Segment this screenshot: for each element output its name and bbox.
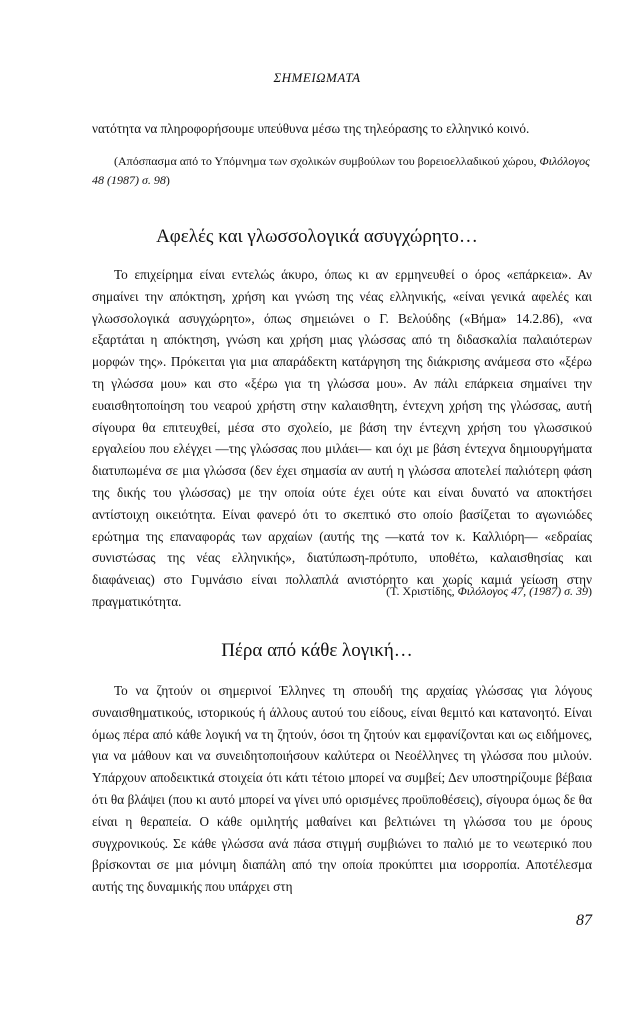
section-heading-1: Αφελές και γλωσσολογικά ασυγχώρητο…	[156, 226, 478, 247]
source-prefix: (Απόσπασμα από το Υπόμνημα των σχολικών συμβούλων του βορειοελλαδικού χώρου,	[114, 154, 540, 168]
citation-author: (Τ. Χριστίδης,	[386, 584, 458, 598]
section-1-citation	[386, 584, 592, 599]
page-number: 87	[576, 912, 592, 929]
source-journal: Φιλόλογος 48 (1987) σ. 98	[92, 154, 590, 187]
section-1-paragraph: Το επιχείρημα είναι εντελώς άκυρο, όπως κι αν ερμηνευθεί ο όρος «επάρκεια». Αν σημαίνει την απόκτηση, χρήση και γνώση της νέας ελληνικής, «είναι γενικά αφελές και γλωσσολογικά ασυγχώρητο», όπως σημειώνει ο Γ. Βελούδης («Βήμα» 14.2.86), «να εξαρτάται η απόκτηση, γνώση και χρήση μιας γλώσσας από τη διδασκαλία παλαιότερων μορφών της». Πρόκειται για μια απαράδεκτη κατάργηση της διάκρισης ανάμεσα στο «ξέρω τη γλώσσα μου» και στο «ξέρω για τη γλώσσα μου». Αν πάλι επάρκεια σημαίνει την ευαισθητοποίηση του νεαρού χρήστη στην καλαισθητη, έντεχνη χρήση της γλώσσας, αυτή σίγουρα θα επιτευχθεί, μέσα στο σχολείο, με βάση την έντεχνη χρήση του γλωσσικού εργαλείου που ελέγχει —της γλώσσας που μιλάει— και όχι με βάση έντεχνα δημιουργήματα διατυπωμένα σε μια γλώσσα (δεν έχει σημασία αν αυτή η γλώσσα αποτελεί παλιότερη φάση της δικής του γλώσσας) με την οποία ούτε έχει ούτε και είναι δυνατό να αποκτήσει αντίστοιχη οικειότητα. Είναι φανερό ότι το σκεπτικό στο οποίο βασίζεται το αγωνιώδες ερώτημα της επαναφοράς των αρχαίων (αυτής της —κατά τον κ. Καλλιόρη— «εδραίας συνιστώσας της νέας ελληνικής», διατύπωση-πρότυπο, υποθέτω, καλαισθησίας και διαφάνειας) στο Γυμνάσιο είναι πολλαπλά ανιστόρητο και χωρίς καμιά γείωση στην πραγματικότητα.	[92, 267, 592, 609]
running-title: ΣΗΜΕΙΩΜΑΤΑ	[273, 70, 361, 85]
source-note	[92, 152, 592, 190]
citation-journal: Φιλόλογος 47, (1987) σ. 39	[457, 584, 588, 598]
section-2-paragraph: Το να ζητούν οι σημερινοί Έλληνες τη σπουδή της αρχαίας γλώσσας για λόγους συναισθηματικούς, ιστορικούς ή άλλους αυτού του είδους, είναι θεμιτό και κατανοητό. Είναι όμως πέρα από κάθε λογική να τη ζητούν, όσοι τη ζητούν και εμφανίζονται και ως ειδήμονες, για να μάθουν και να συνειδητοποιήσουν καλύτερα οι Νεοέλληνες τη γλώσσα που μιλούν. Υπάρχουν αποδεικτικά στοιχεία ότι κάτι τέτοιο μπορεί να συμβεί; Δεν υποστηρίζουμε βέβαια ότι θα βλάψει (που κι αυτό μπορεί να γίνει υπό ορισμένες προϋποθέσεις), σίγουρα όμως δε θα είναι η θεραπεία. Ο κάθε ομιλητής μαθαίνει και βελτιώνει τη γλώσσα του με όρους συγχρονικούς. Σε κάθε γλώσσα ανά πάσα στιγμή συμβιώνει το παλιό με το νεωτερικό που βρίσκονται σε μια μόνιμη διαπάλη από την οποία προκύπτει μια ισορροπία. Αποτέλεσμα αυτής της δυναμικής που υπάρχει στη	[92, 683, 592, 895]
continuation-line: νατότητα να πληροφορήσουμε υπεύθυνα μέσω της τηλεόρασης το ελληνικό κοινό.	[92, 121, 530, 136]
citation-end: )	[588, 584, 592, 598]
source-suffix: )	[165, 173, 170, 187]
section-heading-2: Πέρα από κάθε λογική…	[221, 640, 413, 661]
